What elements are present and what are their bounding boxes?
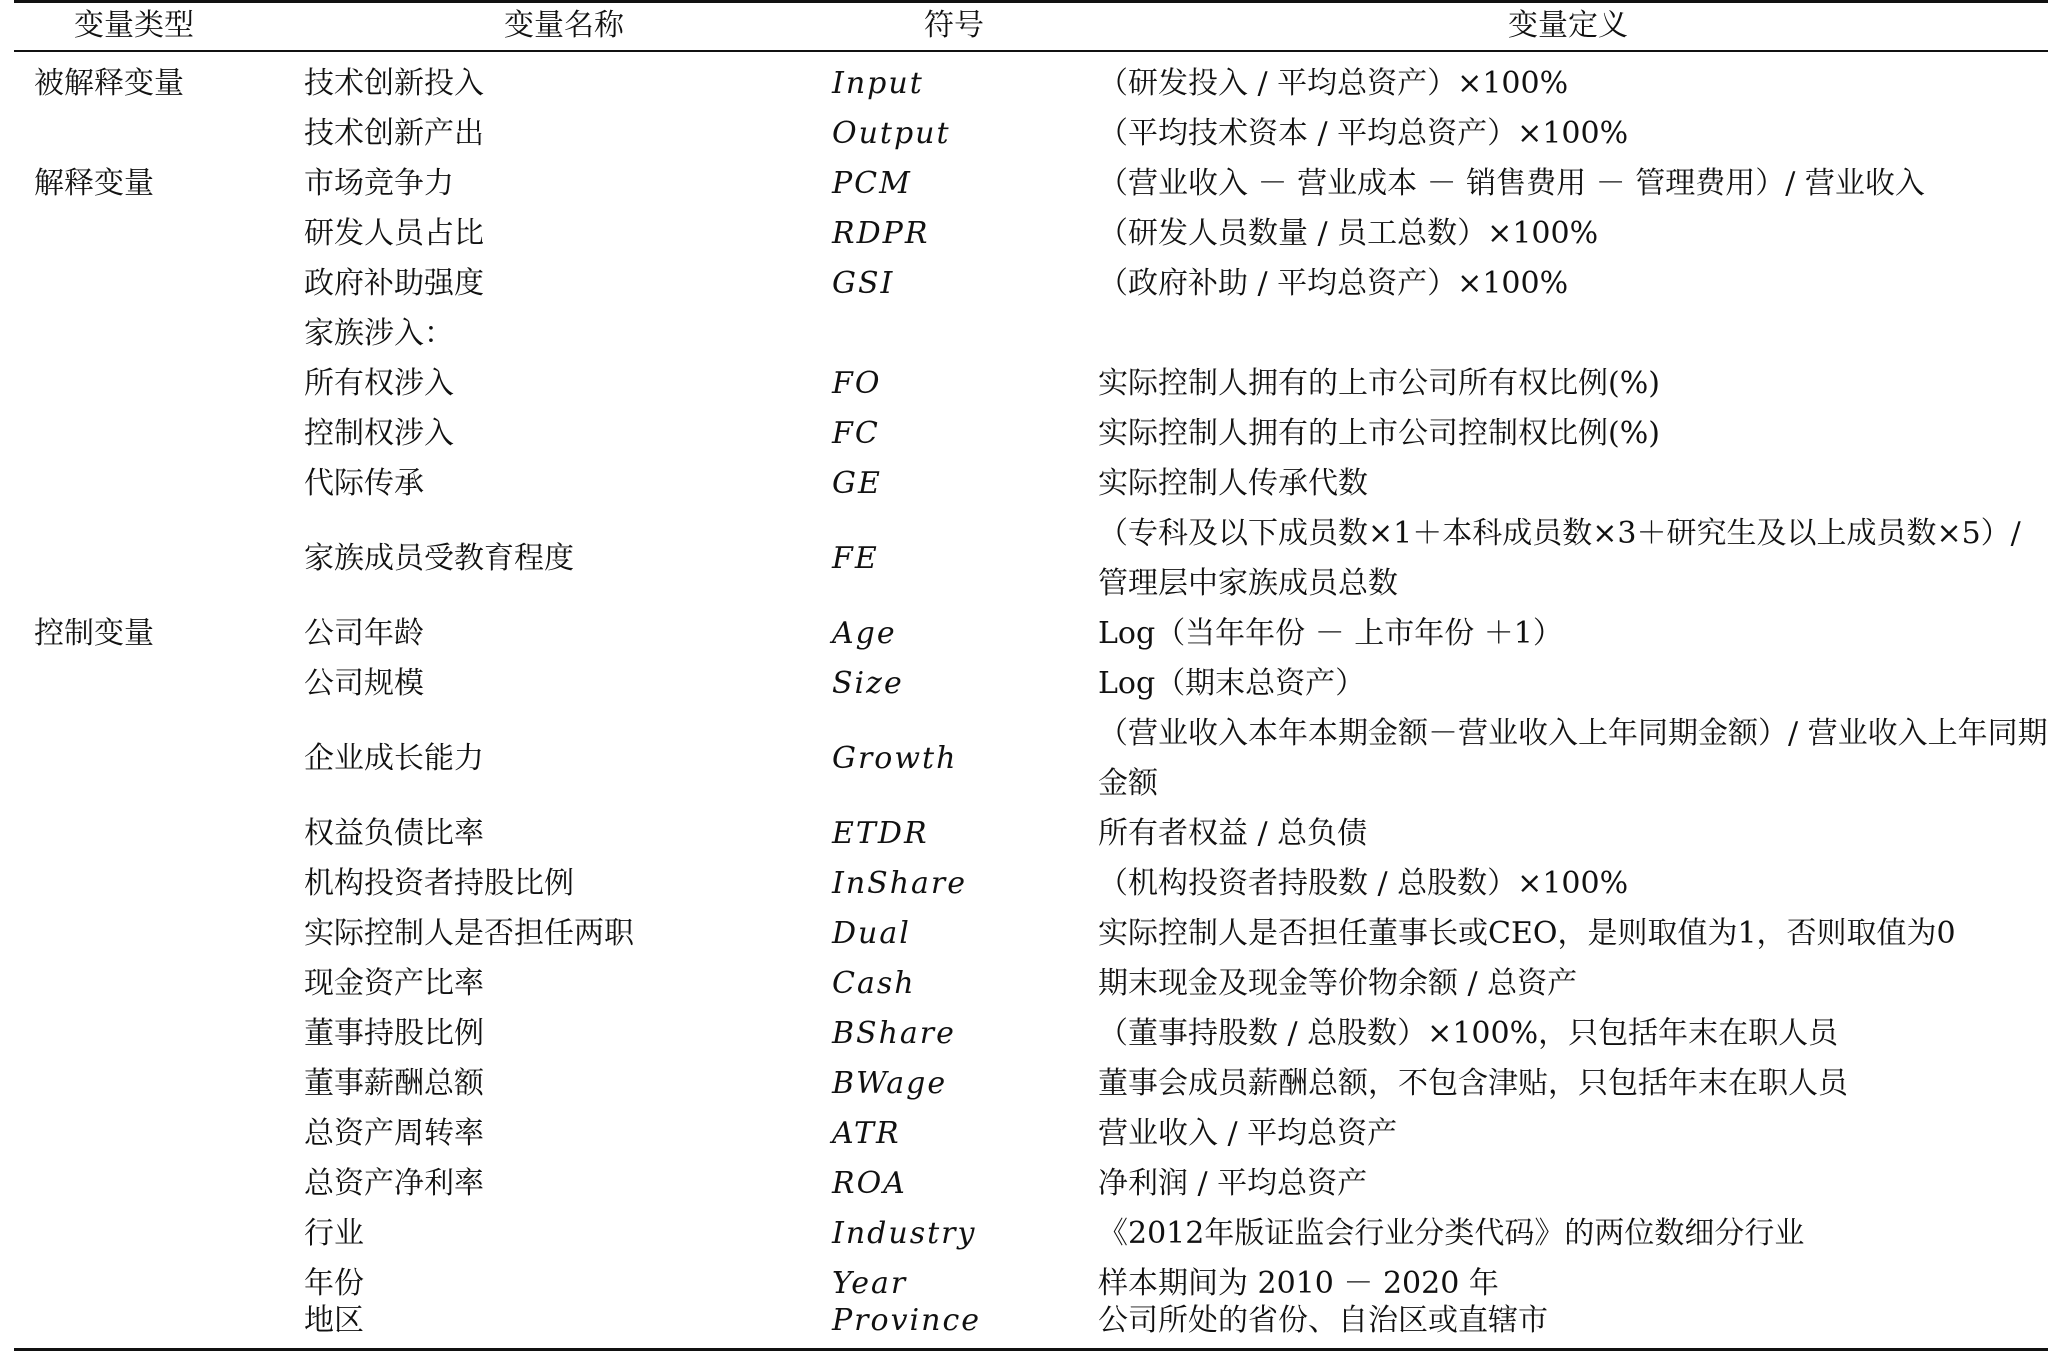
- row-symbol: Growth: [832, 741, 958, 776]
- row-definition: （平均技术资本 / 平均总资产）×100%: [1098, 116, 1629, 151]
- row-definition: 《2012年版证监会行业分类代码》的两位数细分行业: [1098, 1216, 1805, 1251]
- row-symbol: PCM: [832, 166, 912, 201]
- row-definition: 公司所处的省份、自治区或直辖市: [1098, 1303, 1548, 1338]
- row-name: 总资产周转率: [304, 1116, 484, 1151]
- row-name: 技术创新产出: [304, 116, 484, 151]
- row-name: 企业成长能力: [304, 741, 484, 776]
- row-symbol: Age: [832, 616, 897, 651]
- row-symbol: Input: [832, 66, 924, 101]
- row-name: 机构投资者持股比例: [304, 866, 574, 901]
- row-name: 代际传承: [304, 466, 424, 501]
- row-symbol: Industry: [832, 1216, 977, 1251]
- row-definition: 营业收入 / 平均总资产: [1098, 1116, 1398, 1151]
- row-name: 行业: [304, 1216, 364, 1251]
- row-symbol: FE: [832, 541, 879, 576]
- row-name: 家族涉入：: [304, 316, 454, 351]
- header-variable-type: 变量类型: [74, 8, 194, 43]
- row-name: 所有权涉入: [304, 366, 454, 401]
- row-symbol: Cash: [832, 966, 916, 1001]
- variable-definition-table: [14, 0, 2048, 1360]
- row-definition: （研发投入 / 平均总资产）×100%: [1098, 66, 1569, 101]
- row-definition: （营业收入本年本期金额－营业收入上年同期金额）/ 营业收入上年同期金额: [1098, 716, 2048, 801]
- row-definition: 实际控制人拥有的上市公司所有权比例(%): [1098, 366, 1660, 401]
- header-variable-name: 变量名称: [504, 8, 624, 43]
- row-definition: （营业收入 － 营业成本 － 销售费用 － 管理费用）/ 营业收入: [1098, 166, 1925, 201]
- row-name: 权益负债比率: [304, 816, 484, 851]
- row-symbol: Size: [832, 666, 904, 701]
- row-definition: Log（期末总资产）: [1098, 666, 1366, 701]
- row-name: 地区: [304, 1303, 364, 1338]
- row-symbol: GE: [832, 466, 882, 501]
- row-name: 控制权涉入: [304, 416, 454, 451]
- row-definition: 实际控制人拥有的上市公司控制权比例(%): [1098, 416, 1660, 451]
- row-symbol: ROA: [832, 1166, 907, 1201]
- row-symbol: BShare: [832, 1016, 956, 1051]
- group-explanatory-variable: 解释变量: [34, 166, 154, 201]
- group-control-variable: 控制变量: [34, 616, 154, 651]
- row-symbol: BWage: [832, 1066, 948, 1101]
- row-definition: 董事会成员薪酬总额，不包含津贴，只包括年末在职人员: [1098, 1066, 1848, 1101]
- row-name: 研发人员占比: [304, 216, 484, 251]
- header-definition: 变量定义: [1508, 8, 1628, 43]
- row-symbol: GSI: [832, 266, 895, 301]
- group-dependent-variable: 被解释变量: [34, 66, 184, 101]
- row-symbol: ETDR: [832, 816, 929, 851]
- row-name: 家族成员受教育程度: [304, 541, 574, 576]
- row-definition: 所有者权益 / 总负债: [1098, 816, 1368, 851]
- row-symbol: FO: [832, 366, 882, 401]
- header-symbol: 符号: [924, 8, 984, 43]
- row-symbol: Year: [832, 1266, 908, 1301]
- row-definition: （专科及以下成员数×1＋本科成员数×3＋研究生及以上成员数×5）/ 管理层中家族成员总数: [1098, 516, 2021, 601]
- row-name: 市场竞争力: [304, 166, 454, 201]
- row-name: 政府补助强度: [304, 266, 484, 301]
- row-definition: （研发人员数量 / 员工总数）×100%: [1098, 216, 1599, 251]
- row-name: 总资产净利率: [304, 1166, 484, 1201]
- row-symbol: RDPR: [832, 216, 930, 251]
- row-symbol: Output: [832, 116, 951, 151]
- row-symbol: ATR: [832, 1116, 901, 1151]
- row-definition: （机构投资者持股数 / 总股数）×100%: [1098, 866, 1629, 901]
- row-name: 技术创新投入: [304, 66, 484, 101]
- table-bottom-rule: [14, 1348, 2048, 1351]
- row-symbol: Dual: [832, 916, 911, 951]
- row-symbol: FC: [832, 416, 880, 451]
- row-definition: 样本期间为 2010 － 2020 年: [1098, 1266, 1499, 1301]
- row-name: 公司年龄: [304, 616, 424, 651]
- row-definition: 净利润 / 平均总资产: [1098, 1166, 1368, 1201]
- row-name: 实际控制人是否担任两职: [304, 916, 634, 951]
- row-symbol: InShare: [832, 866, 968, 901]
- row-symbol: Province: [832, 1303, 982, 1338]
- row-name: 年份: [304, 1266, 364, 1301]
- row-name: 现金资产比率: [304, 966, 484, 1001]
- row-name: 公司规模: [304, 666, 424, 701]
- row-name: 董事薪酬总额: [304, 1066, 484, 1101]
- row-name: 董事持股比例: [304, 1016, 484, 1051]
- row-definition: 期末现金及现金等价物余额 / 总资产: [1098, 966, 1578, 1001]
- row-definition: 实际控制人是否担任董事长或CEO，是则取值为1，否则取值为0: [1098, 916, 1956, 951]
- row-definition: （政府补助 / 平均总资产）×100%: [1098, 266, 1569, 301]
- row-definition: 实际控制人传承代数: [1098, 466, 1368, 501]
- row-definition: Log（当年年份 － 上市年份 ＋1）: [1098, 616, 1563, 651]
- row-definition: （董事持股数 / 总股数）×100%，只包括年末在职人员: [1098, 1016, 1839, 1051]
